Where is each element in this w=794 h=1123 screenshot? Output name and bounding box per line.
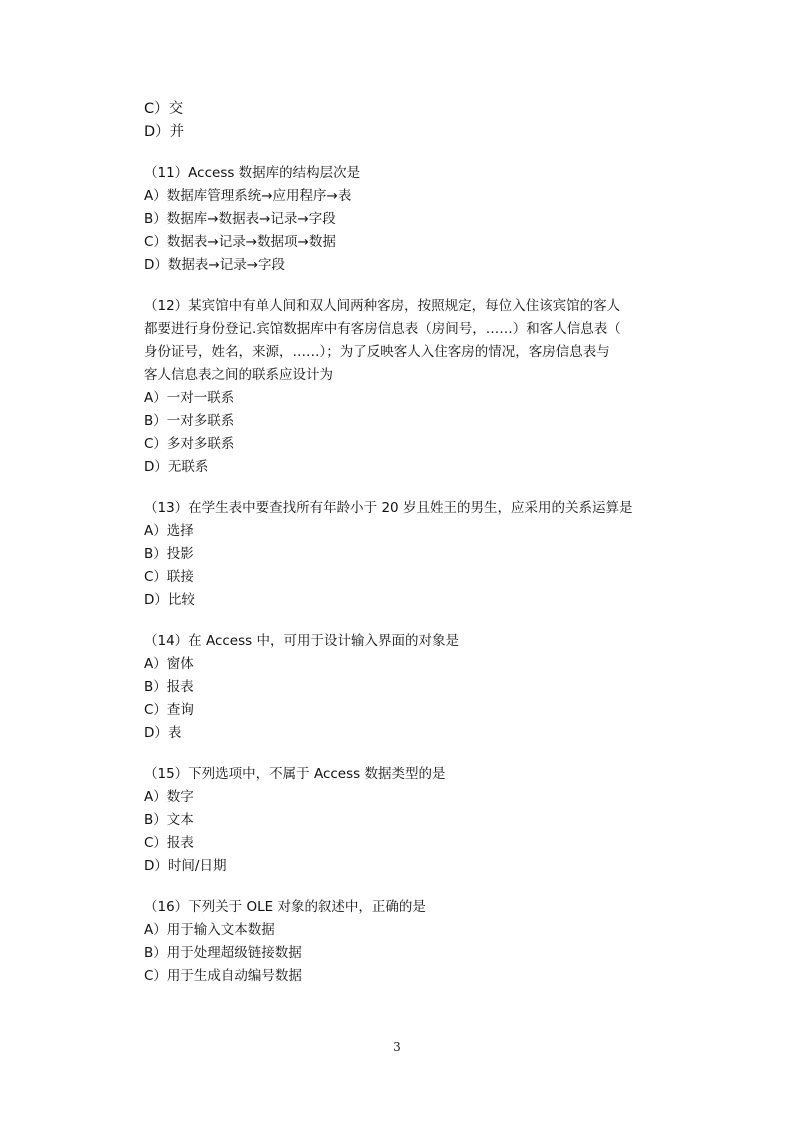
option-line: B）投影 — [144, 546, 194, 562]
question-stem: 身份证号，姓名，来源，……）；为了反映客人入住客房的情况，客房信息表与 — [144, 344, 610, 360]
question-11 — [144, 162, 664, 277]
question-12 — [144, 295, 664, 479]
question-stem: （15）下列选项中，不属于 Access 数据类型的是 — [144, 766, 446, 782]
option-line: D）并 — [144, 124, 185, 140]
option-line: A）窗体 — [144, 656, 194, 672]
question-13 — [144, 497, 664, 612]
question-15 — [144, 763, 664, 878]
option-line: A）数字 — [144, 789, 194, 805]
option-line: B）用于处理超级链接数据 — [144, 945, 302, 961]
option-line: C）多对多联系 — [144, 436, 235, 452]
option-line: B）一对多联系 — [144, 413, 235, 429]
previous-question-options — [144, 98, 664, 144]
question-stem: （14）在 Access 中，可用于设计输入界面的对象是 — [144, 633, 459, 649]
option-line: C）报表 — [144, 835, 194, 851]
option-line: B）文本 — [144, 812, 194, 828]
question-stem: （16）下列关于 OLE 对象的叙述中，正确的是 — [144, 899, 426, 915]
question-stem: （11）Access 数据库的结构层次是 — [144, 165, 361, 181]
option-line: A）用于输入文本数据 — [144, 922, 275, 938]
option-line: C）查询 — [144, 702, 194, 718]
option-line: C）联接 — [144, 569, 194, 585]
document-body — [144, 98, 664, 988]
page-number: 3 — [393, 1040, 401, 1054]
question-16 — [144, 896, 664, 988]
option-line: C）数据表→记录→数据项→数据 — [144, 234, 336, 250]
question-stem: 客人信息表之间的联系应设计为 — [144, 367, 333, 383]
option-line: D）无联系 — [144, 459, 209, 475]
option-line: A）数据库管理系统→应用程序→表 — [144, 188, 352, 204]
option-line: D）时间/日期 — [144, 858, 227, 874]
option-line: D）比较 — [144, 592, 195, 608]
question-14 — [144, 630, 664, 745]
question-stem: （12）某宾馆中有单人间和双人间两种客房，按照规定，每位入住该宾馆的客人 — [144, 298, 621, 314]
option-line: B）数据库→数据表→记录→字段 — [144, 211, 336, 227]
option-line: D）表 — [144, 725, 182, 741]
question-stem: （13）在学生表中要查找所有年龄小于 20 岁且姓王的男生，应采用的关系运算是 — [144, 500, 633, 516]
option-line: A）一对一联系 — [144, 390, 235, 406]
question-stem: 都要进行身份登记.宾馆数据库中有客房信息表（房间号，……）和客人信息表（ — [144, 321, 621, 337]
option-line: C）交 — [144, 101, 184, 117]
option-line: B）报表 — [144, 679, 194, 695]
option-line: D）数据表→记录→字段 — [144, 257, 286, 273]
option-line: C）用于生成自动编号数据 — [144, 968, 302, 984]
option-line: A）选择 — [144, 523, 194, 539]
